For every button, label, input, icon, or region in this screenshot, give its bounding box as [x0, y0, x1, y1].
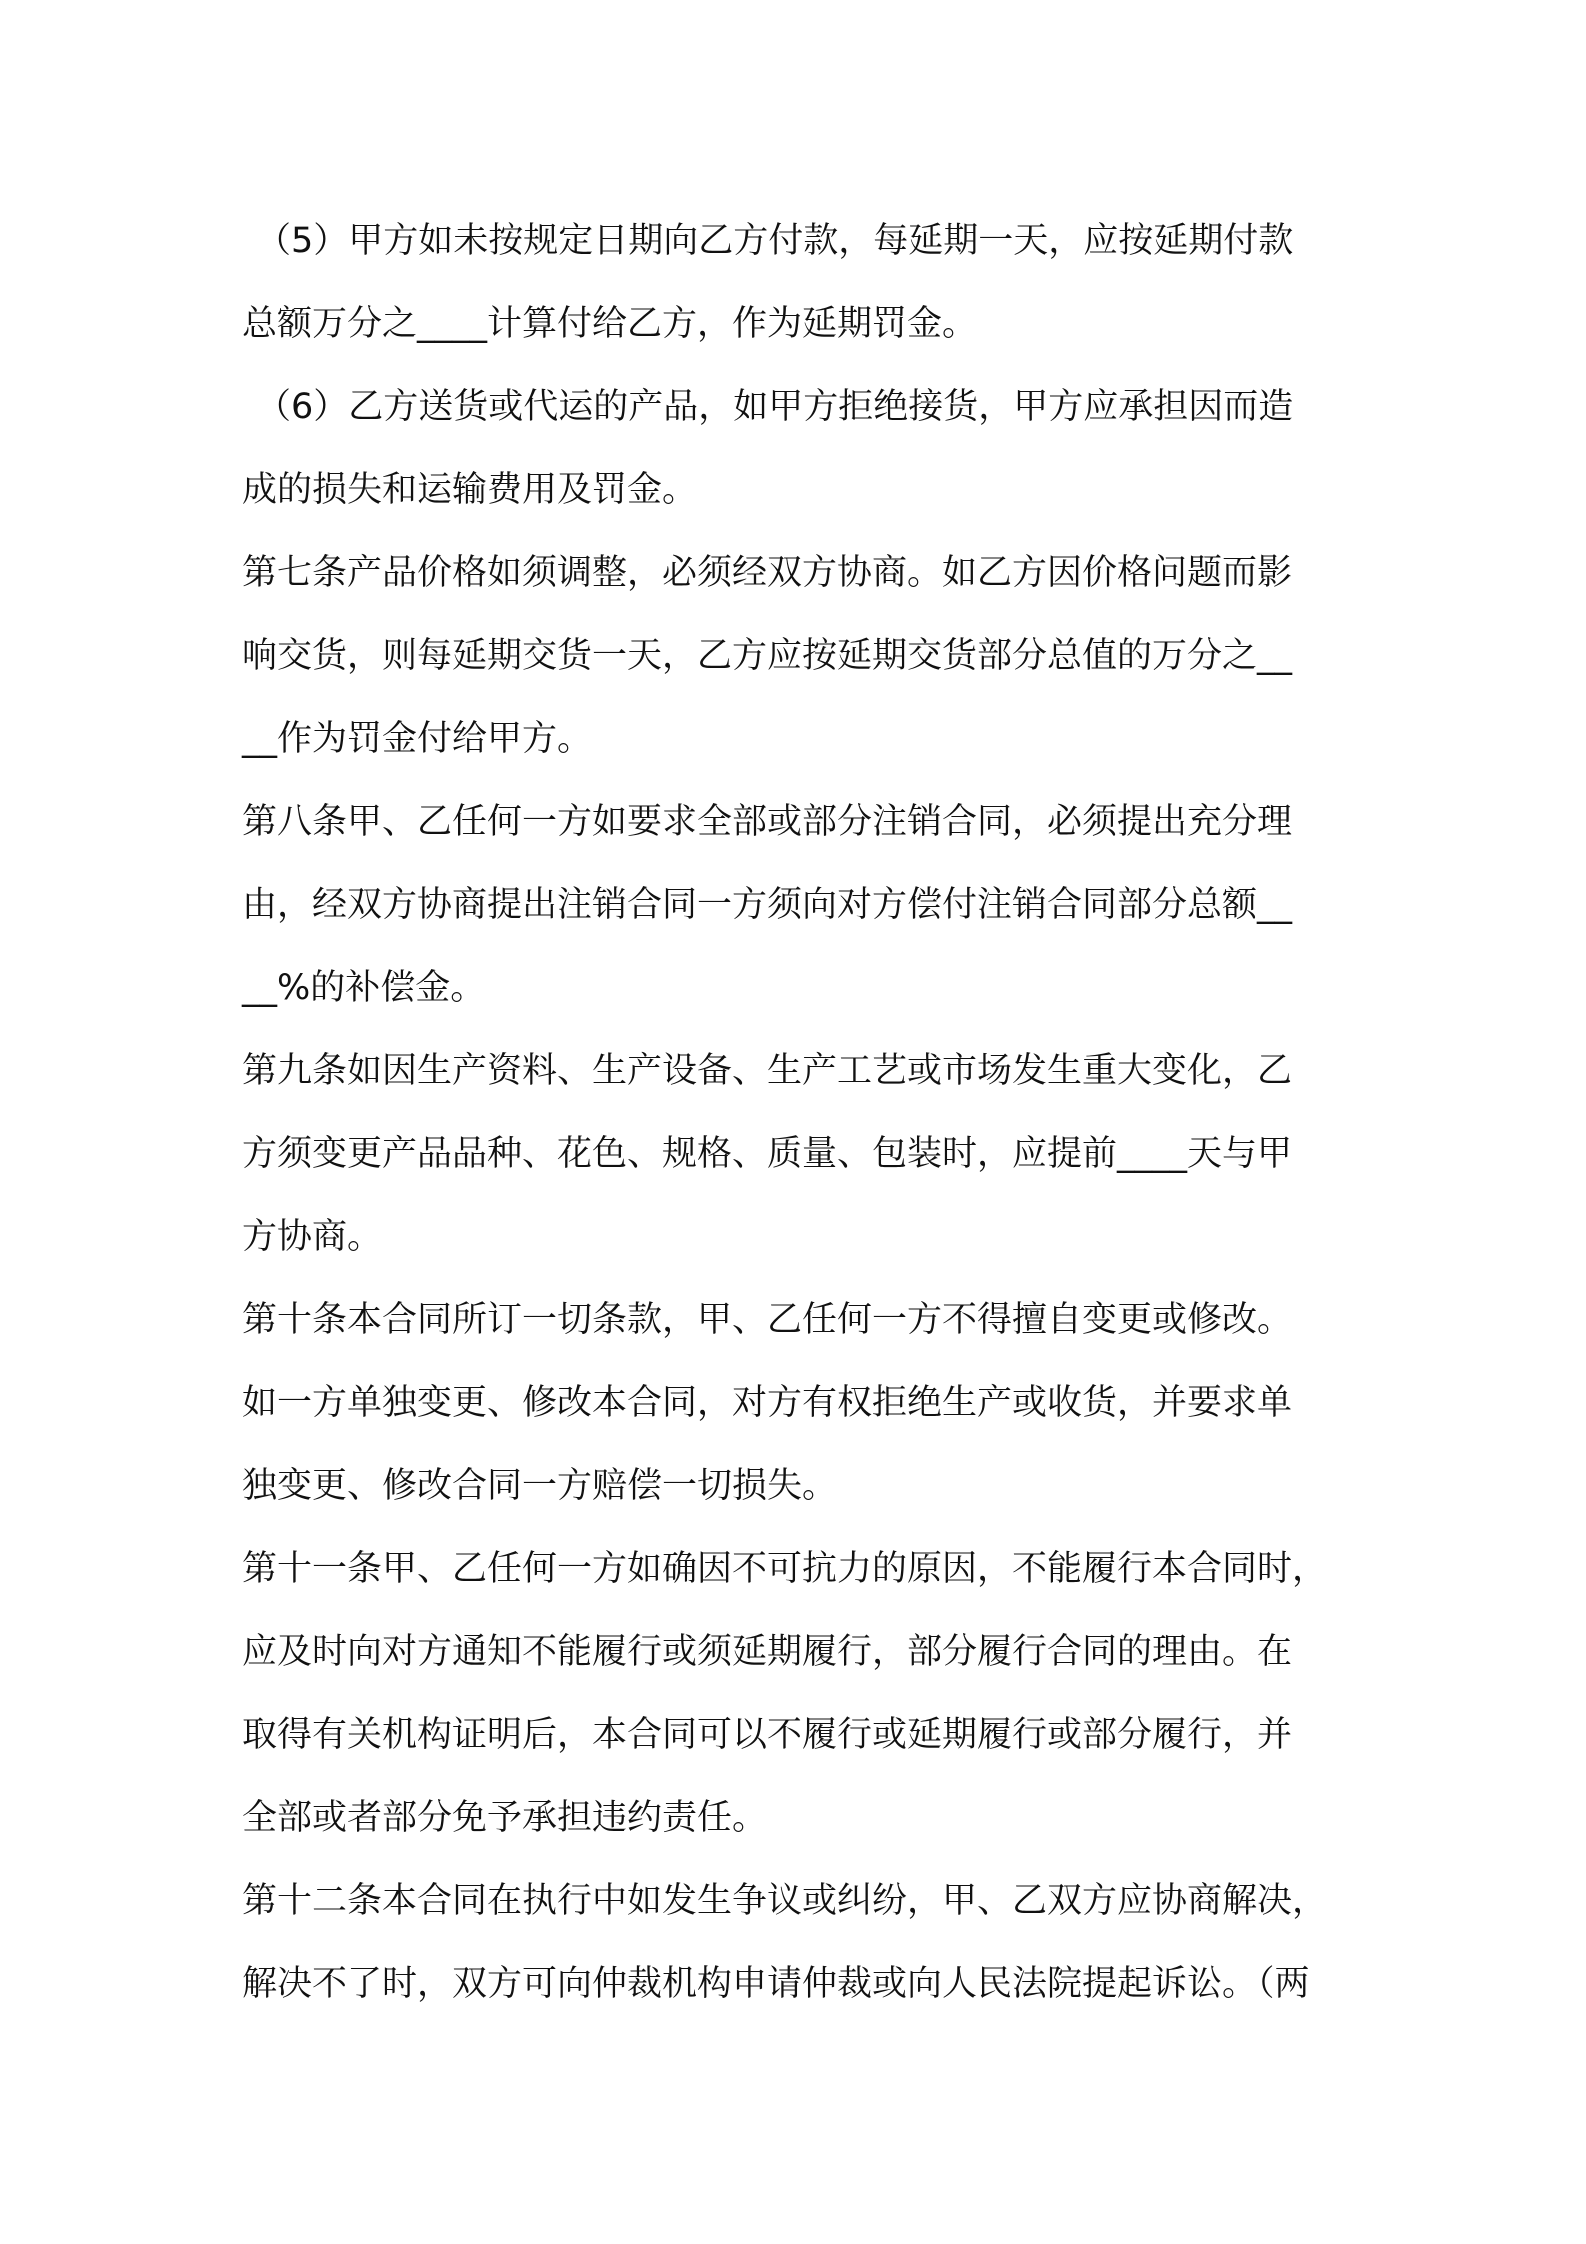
text-line: 如一方单独变更、修改本合同，对方有权拒绝生产或收货，并要求单 [242, 1383, 1293, 1423]
text-line: 成的损失和运输费用及罚金。 [242, 470, 698, 510]
text-line: 第七条产品价格如须调整，必须经双方协商。如乙方因价格问题而影 [242, 553, 1293, 593]
text-line: 解决不了时，双方可向仲裁机构申请仲裁或向人民法院提起诉讼。（两 [242, 1964, 1310, 2004]
text-line: 取得有关机构证明后，本合同可以不履行或延期履行或部分履行，并 [242, 1715, 1293, 1755]
document-body [242, 200, 1352, 2026]
text-line: 由，经双方协商提出注销合同一方须向对方偿付注销合同部分总额__ [242, 885, 1293, 925]
text-line: 方协商。 [242, 1217, 383, 1257]
text-line: __%的补偿金。 [242, 968, 486, 1008]
text-line: 第八条甲、乙任何一方如要求全部或部分注销合同，必须提出充分理 [242, 802, 1293, 842]
text-line: 独变更、修改合同一方赔偿一切损失。 [242, 1466, 838, 1506]
text-line: __作为罚金付给甲方。 [242, 719, 593, 759]
text-line: 总额万分之____计算付给乙方，作为延期罚金。 [242, 304, 978, 344]
text-line: （5）甲方如未按规定日期向乙方付款，每延期一天，应按延期付款 [256, 221, 1294, 261]
text-line: 第十条本合同所订一切条款，甲、乙任何一方不得擅自变更或修改。 [242, 1300, 1293, 1340]
text-line: 第九条如因生产资料、生产设备、生产工艺或市场发生重大变化，乙 [242, 1051, 1293, 1091]
text-line: 方须变更产品品种、花色、规格、质量、包装时，应提前____天与甲 [242, 1134, 1293, 1174]
text-line: 第十一条甲、乙任何一方如确因不可抗力的原因，不能履行本合同时， [242, 1549, 1328, 1589]
text-line: 响交货，则每延期交货一天，乙方应按延期交货部分总值的万分之__ [242, 636, 1293, 676]
text-line: 第十二条本合同在执行中如发生争议或纠纷，甲、乙双方应协商解决， [242, 1881, 1328, 1921]
text-line: 应及时向对方通知不能履行或须延期履行，部分履行合同的理由。在 [242, 1632, 1293, 1672]
text-line: （6）乙方送货或代运的产品，如甲方拒绝接货，甲方应承担因而造 [256, 387, 1294, 427]
text-line: 全部或者部分免予承担违约责任。 [242, 1798, 768, 1838]
